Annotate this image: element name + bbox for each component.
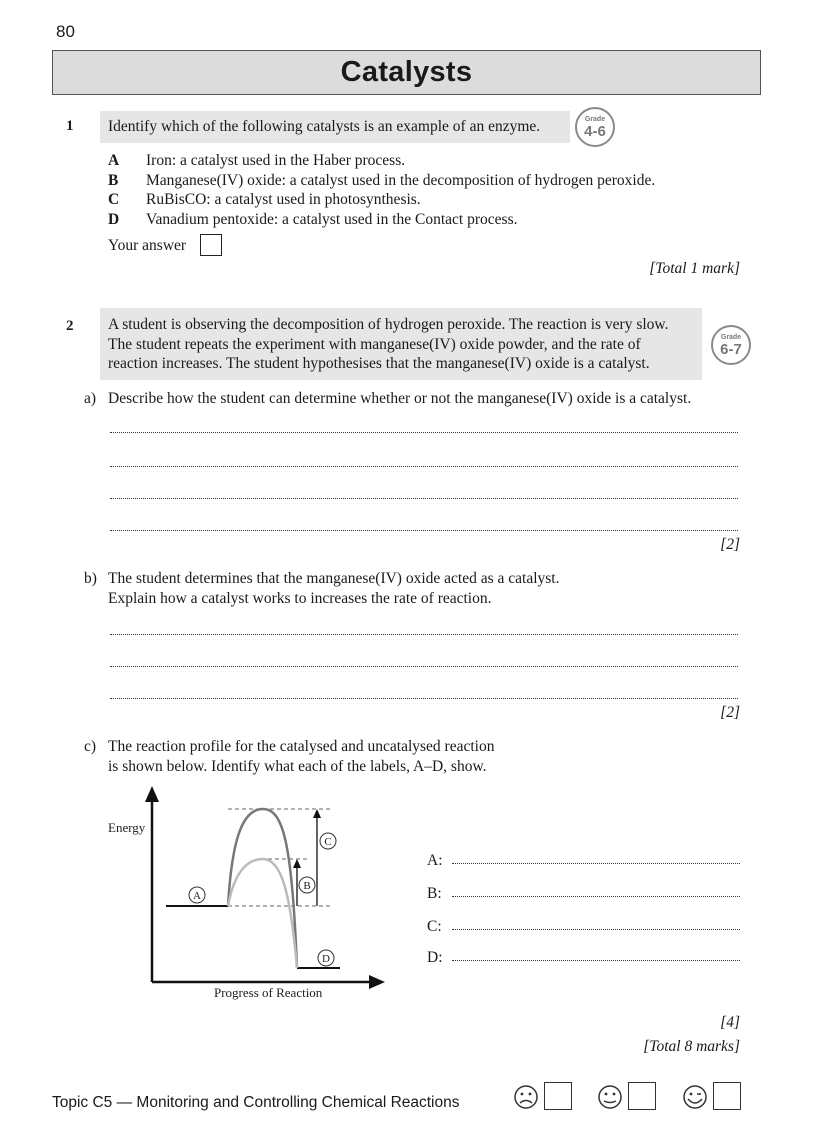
grade-badge-label: Grade xyxy=(584,115,606,123)
question-1-total: [Total 1 mark] xyxy=(649,260,740,277)
label-c-marker xyxy=(320,833,336,849)
part-a-label: a) xyxy=(84,390,97,407)
answer-line[interactable] xyxy=(110,666,738,667)
part-b-marks: [2] xyxy=(720,704,740,721)
grade-badge-q1 xyxy=(575,107,615,147)
grade-badge-label: Grade xyxy=(720,333,742,341)
y-axis-arrowhead xyxy=(145,786,159,802)
option-text: Manganese(IV) oxide: a catalyst used in the decomposition of hydrogen peroxide. xyxy=(146,171,656,189)
page-title: Catalysts xyxy=(340,56,473,88)
part-c-line: is shown below. Identify what each of the labels, A–D, show. xyxy=(108,757,487,775)
stem-line: A student is observing the decomposition of hydrogen peroxide. The reaction is very slow. xyxy=(108,316,669,333)
answer-label-a: A: xyxy=(427,852,443,869)
question-2-total: [Total 8 marks] xyxy=(643,1038,740,1055)
sad-face-icon xyxy=(512,1082,542,1112)
neutral-face-checkbox[interactable] xyxy=(628,1082,656,1110)
happy-face-icon xyxy=(681,1082,711,1112)
option-c[interactable] xyxy=(108,190,655,210)
part-c-line: The reaction profile for the catalysed and uncatalysed reaction xyxy=(108,738,495,755)
question-2-number: 2 xyxy=(66,318,74,334)
catalysed-curve xyxy=(228,859,297,968)
part-a-marks: [2] xyxy=(720,536,740,553)
label-a-marker xyxy=(189,887,205,903)
footer-topic: Topic C5 — Monitoring and Controlling Chemical Reactions xyxy=(52,1094,460,1111)
answer-label-d: D: xyxy=(427,949,443,966)
answer-line-a[interactable] xyxy=(452,863,740,864)
question-1-options xyxy=(108,151,655,229)
answer-line-b[interactable] xyxy=(452,896,740,897)
reaction-profile-diagram xyxy=(100,782,400,1012)
option-a[interactable] xyxy=(108,151,655,171)
grade-badge-value: 4-6 xyxy=(584,122,606,140)
label-a-text: A xyxy=(193,890,201,902)
page-number: 80 xyxy=(56,22,75,41)
option-text: Iron: a catalyst used in the Haber process. xyxy=(146,152,406,169)
label-b-marker xyxy=(299,877,315,893)
part-c-text xyxy=(108,737,494,776)
option-d[interactable] xyxy=(108,210,655,230)
stem-line: The student repeats the experiment with manganese(IV) oxide powder, and the rate of xyxy=(108,335,641,353)
answer-box[interactable] xyxy=(200,234,222,256)
answer-line[interactable] xyxy=(110,466,738,467)
label-d-marker xyxy=(318,950,334,966)
y-axis-label: Energy xyxy=(108,820,146,835)
option-text: RuBisCO: a catalyst used in photosynthesis. xyxy=(146,191,421,208)
uncatalysed-curve xyxy=(228,809,297,968)
x-axis-arrowhead xyxy=(369,975,385,989)
arrow-b-head xyxy=(293,859,301,868)
answer-line-c[interactable] xyxy=(452,929,740,930)
page-title-bar xyxy=(52,50,761,95)
part-b-label: b) xyxy=(84,570,97,587)
answer-label-b: B: xyxy=(427,885,442,902)
neutral-face-icon xyxy=(596,1082,626,1112)
stem-line: reaction increases. The student hypothesises that the manganese(IV) oxide is a catalyst. xyxy=(108,355,650,372)
answer-label-c: C: xyxy=(427,918,442,935)
part-c-marks: [4] xyxy=(720,1014,740,1031)
answer-line[interactable] xyxy=(110,698,738,699)
option-letter: B xyxy=(108,171,119,189)
x-axis-label: Progress of Reaction xyxy=(214,985,323,1000)
part-c-label: c) xyxy=(84,738,97,755)
grade-badge-q2 xyxy=(711,325,751,365)
arrow-c-head xyxy=(313,809,321,818)
answer-line[interactable] xyxy=(110,530,738,531)
sad-face-checkbox[interactable] xyxy=(544,1082,572,1110)
part-a-text: Describe how the student can determine whether or not the manganese(IV) oxide is a catalyst. xyxy=(108,390,692,407)
question-1-number: 1 xyxy=(66,118,74,134)
part-b-line: The student determines that the manganese(IV) oxide acted as a catalyst. xyxy=(108,570,560,587)
happy-face-checkbox[interactable] xyxy=(713,1082,741,1110)
question-2-stem xyxy=(100,308,702,380)
part-b-text xyxy=(108,569,559,608)
answer-line-d[interactable] xyxy=(452,960,740,961)
answer-line[interactable] xyxy=(110,498,738,499)
question-1-stem: Identify which of the following catalysts is an example of an enzyme. xyxy=(100,111,570,143)
option-text: Vanadium pentoxide: a catalyst used in the Contact process. xyxy=(146,210,518,228)
option-b[interactable] xyxy=(108,171,655,191)
your-answer-label: Your answer xyxy=(108,237,187,254)
answer-line[interactable] xyxy=(110,634,738,635)
answer-line[interactable] xyxy=(110,432,738,433)
option-letter: C xyxy=(108,191,120,208)
label-c-text: C xyxy=(324,836,332,848)
part-b-line: Explain how a catalyst works to increases the rate of reaction. xyxy=(108,589,492,607)
label-b-text: B xyxy=(303,880,311,892)
option-letter: A xyxy=(108,152,120,169)
grade-badge-value: 6-7 xyxy=(720,340,742,358)
label-d-text: D xyxy=(322,953,330,965)
option-letter: D xyxy=(108,210,120,228)
